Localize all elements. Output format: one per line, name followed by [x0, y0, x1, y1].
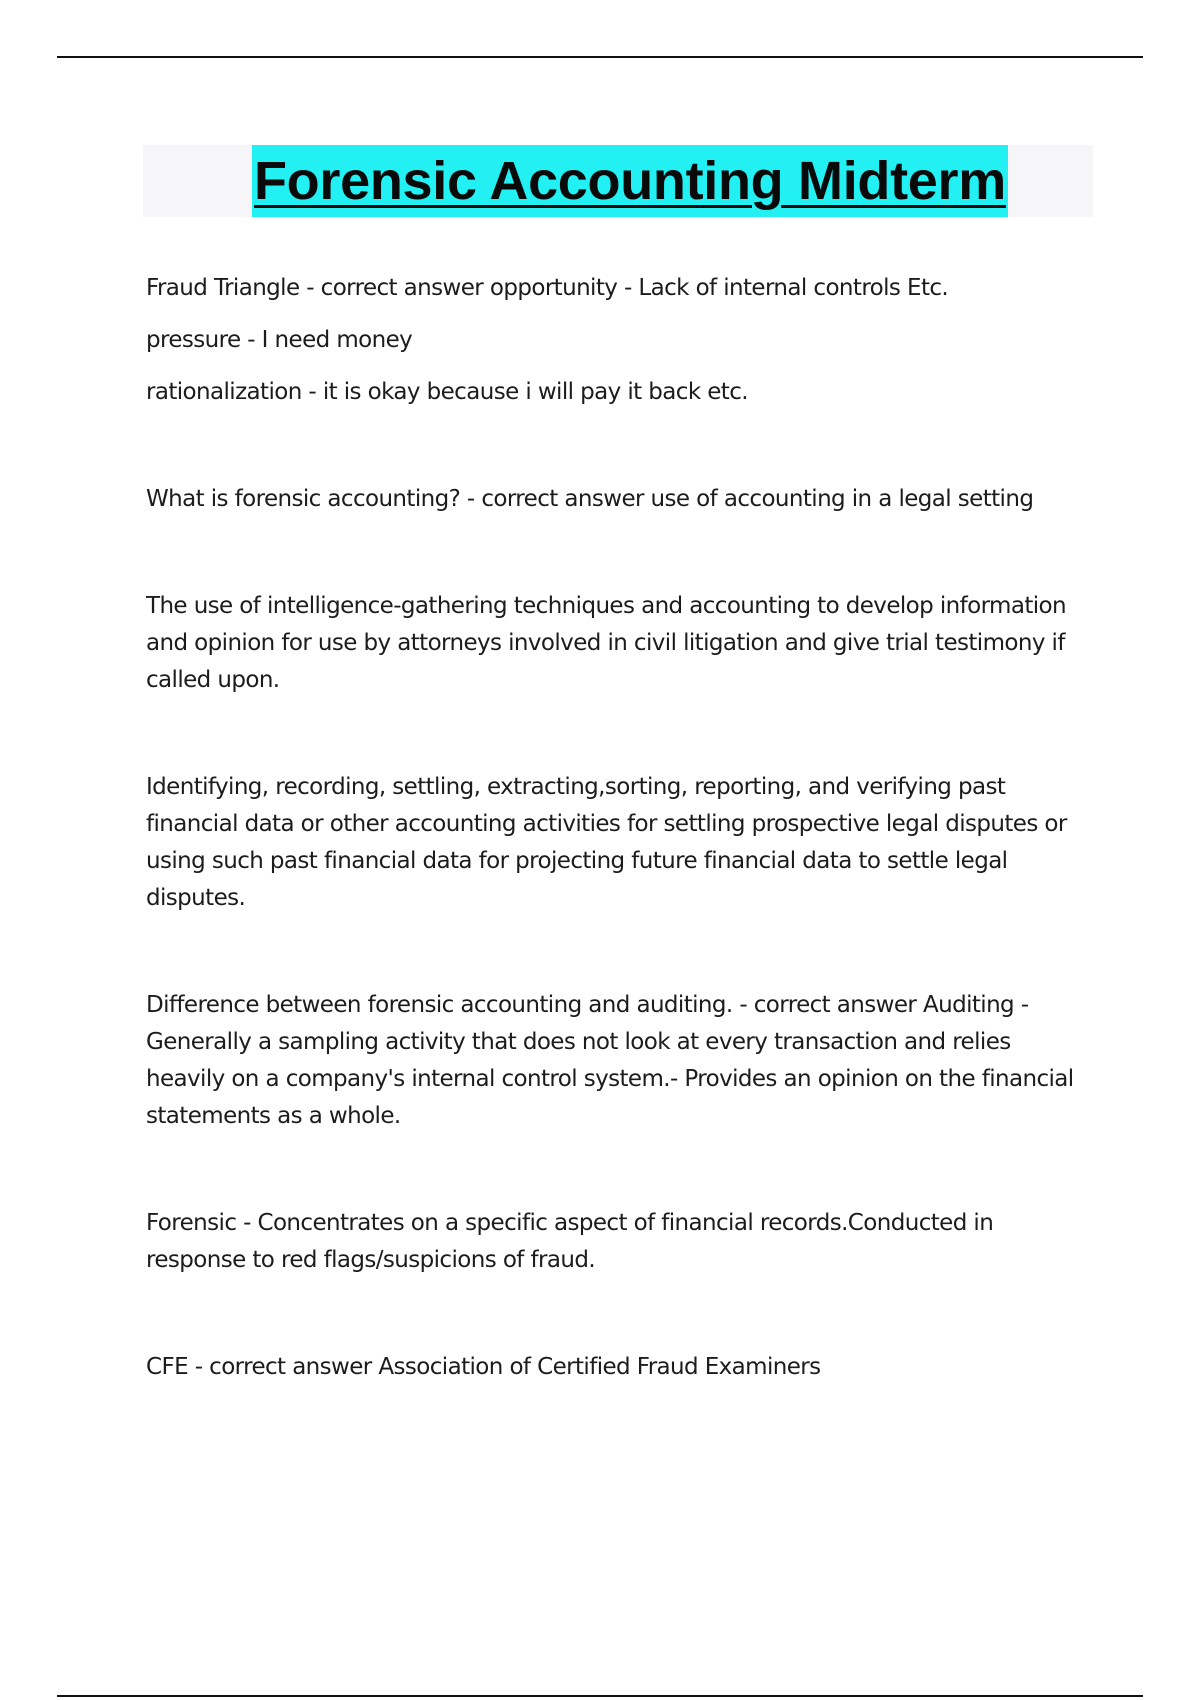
entry-rationalization: rationalization - it is okay because i will pay it back etc. [146, 379, 748, 405]
bottom-rule [57, 1695, 1143, 1697]
entry-cfe: CFE - correct answer Association of Certified Fraud Examiners [146, 1354, 821, 1380]
identifying-block [146, 769, 1086, 917]
forensic-block [146, 1205, 1086, 1279]
intelligence-block [146, 588, 1086, 699]
cfe-block [146, 1349, 1086, 1386]
definition-block [146, 481, 1086, 518]
entry-identifying-recording: Identifying, recording, settling, extracting,sorting, reporting, and verifying past financial data or other accounting activities for settling prospective legal disputes or using such past financial data for projecting future financial data to settle legal disputes. [146, 774, 1067, 911]
entry-forensic-concentrates: Forensic - Concentrates on a specific aspect of financial records.Conducted in response to red flags/suspicions of fraud. [146, 1210, 994, 1273]
document-body [146, 270, 1086, 1386]
entry-pressure: pressure - I need money [146, 327, 413, 353]
difference-block [146, 987, 1086, 1135]
entry-what-is-forensic-accounting: What is forensic accounting? - correct answer use of accounting in a legal setting [146, 486, 1034, 512]
page-title: Forensic Accounting Midterm [252, 145, 1008, 217]
fraud-triangle-block [146, 270, 1086, 411]
top-rule [57, 56, 1143, 58]
entry-difference-auditing: Difference between forensic accounting and auditing. - correct answer Auditing - Generally a sampling activity that does not look at every transaction and relies heavily on a company's internal control system.- Provides an opinion on the financial statements as a whole. [146, 992, 1074, 1129]
entry-fraud-triangle: Fraud Triangle - correct answer opportunity - Lack of internal controls Etc. [146, 275, 949, 301]
entry-intelligence-gathering: The use of intelligence-gathering techniques and accounting to develop information and opinion for use by attorneys involved in civil litigation and give trial testimony if called upon. [146, 593, 1066, 693]
